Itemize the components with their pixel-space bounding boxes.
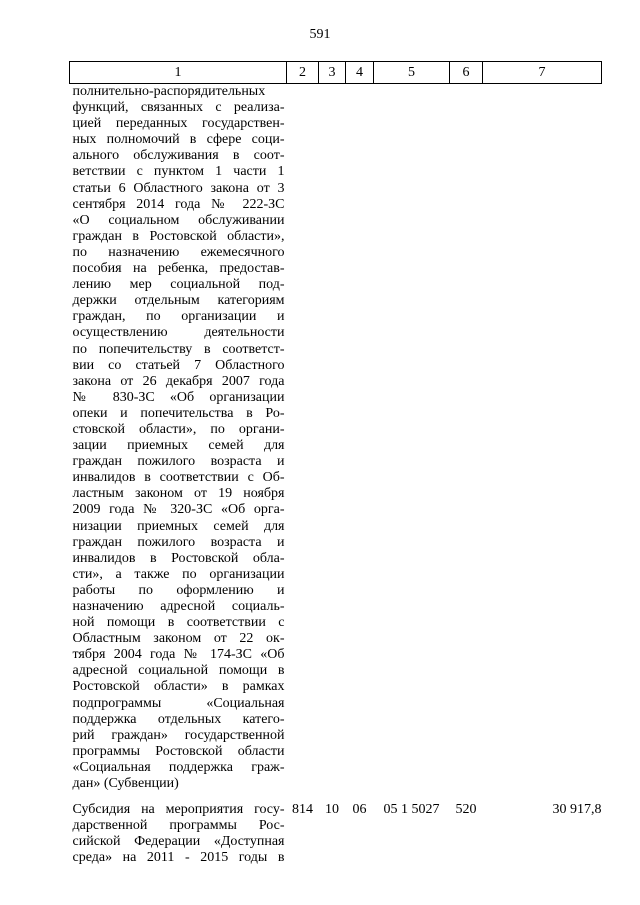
cell-amount: 30 917,8	[552, 802, 602, 818]
table-header-row	[70, 62, 602, 84]
cell-expense-type: 520	[455, 802, 477, 818]
text-line: граждан пожилого возраста и	[72, 534, 285, 550]
cell-expense-type	[450, 84, 483, 803]
text-line: программы Ростовской области	[72, 743, 285, 759]
text-line: адресной социальной помощи в	[72, 663, 285, 679]
text-line: Субсидия на мероприятия госу-	[72, 802, 285, 818]
row-description	[70, 802, 287, 866]
description-text	[70, 84, 287, 792]
text-line: лению мер социальной под-	[72, 277, 285, 293]
text-line: Ростовской области» в рамках	[72, 679, 285, 695]
text-line: сти», а также по организации	[72, 566, 285, 582]
text-line: «Социальная поддержка граж-	[72, 759, 285, 775]
text-line: закона от 26 декабря 2007 года	[72, 373, 285, 389]
column-header-5: 5	[374, 62, 450, 84]
text-line: граждан, по организации и	[72, 309, 285, 325]
text-line: низации приемных семей для	[72, 518, 285, 534]
cell-ministry	[287, 84, 319, 803]
text-line: подпрограммы «Социальная	[72, 695, 285, 711]
text-line: статьи 6 Областного закона от 3	[72, 180, 285, 196]
text-line: ной помощи в соответствии с	[72, 615, 285, 631]
text-line: инвалидов в Ростовской обла-	[72, 550, 285, 566]
column-header-4: 4	[346, 62, 374, 84]
text-line: осуществлению деятельности	[72, 325, 285, 341]
column-header-3: 3	[319, 62, 346, 84]
text-line: цией переданных государствен-	[72, 116, 285, 132]
text-line: держки отдельным категориям	[72, 293, 285, 309]
text-line: дарственной программы Рос-	[72, 818, 285, 834]
row-description	[70, 84, 287, 803]
text-line: ных полномочий в сфере соци-	[72, 132, 285, 148]
table-row	[70, 84, 602, 803]
text-line: Областным законом от 22 ок-	[72, 631, 285, 647]
text-line: сийской Федерации «Доступная	[72, 834, 285, 850]
text-line: по назначению ежемесячного	[72, 244, 285, 260]
text-line: ветствии с пунктом 1 части 1	[72, 164, 285, 180]
cell-ministry: 814	[292, 802, 313, 818]
text-line: ластным законом от 19 ноября	[72, 486, 285, 502]
column-header-6: 6	[450, 62, 483, 84]
text-line: полнительно-распорядительных	[72, 84, 266, 99]
text-line: стовской области», по органи-	[72, 421, 285, 437]
text-line: среда» на 2011 - 2015 годы в	[72, 850, 285, 866]
text-line: поддержка отдельных катего-	[72, 711, 285, 727]
text-line: дан» (Субвенции)	[72, 776, 179, 792]
text-line: тября 2004 года № 174-ЗС «Об	[72, 647, 285, 663]
text-line: № 830-ЗС «Об организации	[72, 389, 285, 405]
text-line: работы по оформлению и	[72, 582, 285, 598]
text-line: опеки и попечительства в Ро-	[72, 405, 285, 421]
text-line: 2009 года № 320-ЗС «Об орга-	[72, 502, 285, 518]
column-header-2: 2	[287, 62, 319, 84]
cell-section	[319, 84, 346, 803]
column-header-1: 1	[70, 62, 287, 84]
cell-amount	[483, 84, 602, 803]
cell-subsection: 06	[352, 802, 367, 818]
cell-subsection	[346, 84, 374, 803]
text-line: ального обслуживания в соот-	[72, 148, 285, 164]
text-line: зации приемных семей для	[72, 438, 285, 454]
text-line: пособия на ребенка, предостав-	[72, 261, 285, 277]
text-line: по попечительству в соответст-	[72, 341, 285, 357]
text-line: граждан пожилого возраста и	[72, 454, 285, 470]
cell-target-article	[374, 84, 450, 803]
text-line: функций, связанных с реализа-	[72, 100, 285, 116]
text-line: «О социальном обслуживании	[72, 212, 285, 228]
page-number: 591	[309, 27, 331, 42]
description-text	[70, 802, 287, 866]
budget-table	[69, 61, 602, 867]
column-header-7: 7	[483, 62, 602, 84]
text-line: инвалидов в соответствии с Об-	[72, 470, 285, 486]
text-line: сентября 2014 года № 222-ЗС	[72, 196, 285, 212]
text-line: граждан в Ростовской области»,	[72, 228, 285, 244]
table-row	[70, 802, 602, 866]
cell-target-article: 05 1 5027	[383, 802, 440, 818]
text-line: назначению адресной социаль-	[72, 599, 285, 614]
cell-section: 10	[325, 802, 339, 818]
text-line: вии со статьей 7 Областного	[72, 357, 285, 373]
text-line: рий граждан» государственной	[72, 727, 285, 743]
